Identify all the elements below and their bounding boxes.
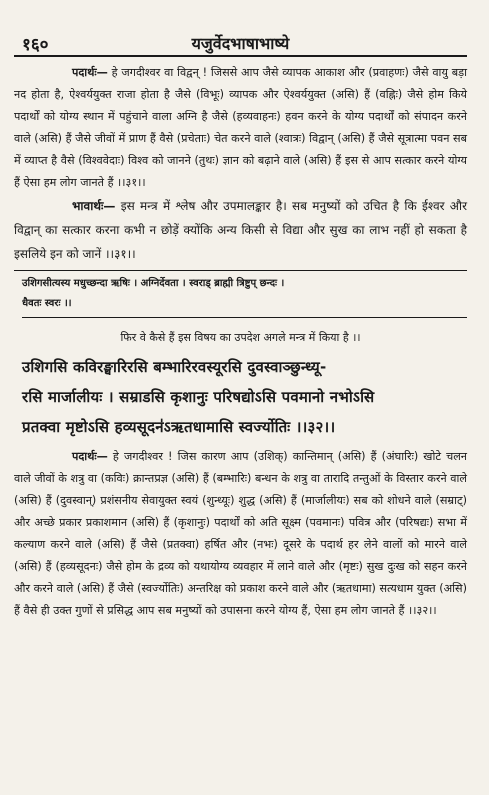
bhavartha-paragraph	[14, 194, 467, 266]
padartha-text: हे जगदीश्वर ! जिस कारण आप (उशिक्) कान्तिमान् (असि) हैं (अंघारिः) खोटे चलन वाले जीवों के शत्रु वा (कविः) क्रान्तप्रज्ञ (असि) हैं (बम्भारिः) बन्धन के शत्रु वा तारादि तन्तुओं के विस्तार करने वाले (असि) हैं (दुवस्वान्) प्रशंसनीय सेवायुक्त स्वयं (शुन्ध्यूः) शुद्ध (असि) हैं (मार्जालीयः) सब को शोधने वाले (सम्राट्) और अच्छे प्रकार प्रकाशमान (असि) हैं (कृशानुः) पदार्थों को अति सूक्ष्म (पवमानः) पवित्र और (परिषद्यः) सभा में कल्याण करने वाले (असि) हैं जैसे (प्रतक्वा) हर्षित और (नभः) दूसरे के पदार्थ हर लेने वालों को मारने वाले (असि) हैं (हव्यसूदनः) जैसे होम के द्रव्य को यथायोग्य व्यवहार में लाने वाले और (मृष्टः) सुख दुःख को सहन करने और करने वाले (असि) हैं जैसे (स्वर्ज्योतिः) अन्तरिक्ष को प्रकाश करने वाले और (ऋतधामा) सत्यधाम युक्त (असि) हैं वैसे ही उक्त गुणों से प्रसिद्ध आप सब मनुष्यों को उपासना करने योग्य हैं, ऐसा हम लोग जानते हैं ।।३२।।	[14, 450, 467, 617]
metadata-rule	[14, 270, 467, 271]
mantra-line-1: उशिगसि कविरङ्घारिरसि बम्भारिरवस्यूरसि दुवस्वाञ्छुन्ध्यू-	[22, 358, 327, 376]
page-number: १६०	[22, 35, 49, 55]
bhavartha-text: इस मन्त्र में श्लेष और उपमालङ्कार है। सब मनुष्यों को उचित है कि ईश्वर और विद्वान् का सत्कार करना कभी न छोड़ें क्योंकि अन्य किसी से विद्या और सुख का लाभ नहीं हो सकता है इसलिये इन को जानें ।।३१।।	[14, 199, 467, 261]
padartha-label: पदार्थः—	[72, 66, 108, 79]
padartha-paragraph-31	[14, 62, 467, 194]
padartha-label: पदार्थः—	[72, 450, 108, 463]
header-rule	[14, 55, 467, 57]
bhavartha-label: भावार्थः—	[72, 199, 116, 213]
running-head: यजुर्वेदभाषाभाष्ये	[191, 34, 290, 53]
mantra-line-3: प्रतक्वा मृष्टोऽसि हव्यसूदन॑ऽऋतधामासि स्वर्ज्योतिः ।।३२।।	[22, 418, 336, 436]
padartha-paragraph-32	[14, 446, 467, 622]
padartha-text: हे जगदीश्वर वा विद्वन् ! जिससे आप जैसे व्यापक आकाश और (प्रवाहणः) जैसे वायु बड़ा नद होता है, ऐश्वर्ययुक्त राजा होता है जैसे (विभूः) व्यापक और ऐश्वर्ययुक्त (असि) हैं (वह्निः) जैसे होम किये पदार्थों को योग्य स्थान में पहुंचाने वाला अग्नि है जैसे (हव्यवाहनः) हवन करने के योग्य पदार्थों को संपादन करने वाले (असि) हैं जैसे जीवों में प्राण हैं वैसे (प्रचेताः) चेत करने वाले (श्वात्रः) विद्वान् (असि) हैं जैसे सूत्रात्मा पवन सब में व्याप्त है वैसे (विश्ववेदाः) विश्व को जानने (तुथः) ज्ञान को बढ़ाने वाले (असि) हैं इस से आप सत्कार करने योग्य हैं ऐसा हम लोग जानते हैं ।।३१।।	[14, 66, 468, 189]
page-header	[14, 30, 467, 56]
mantra-metadata-line1: उशिगसीत्यस्य मधुच्छन्दा ऋषिः । अग्निर्देवता । स्वराड् ब्राह्मी त्रिष्टुप् छन्दः ।	[22, 278, 285, 289]
mantra-intro: फिर वे कैसे हैं इस विषय का उपदेश अगले मन्त्र में किया है ।।	[120, 331, 361, 344]
mantra-metadata-line2: धैवतः स्वरः ।।	[22, 294, 467, 318]
page-body	[14, 62, 467, 622]
mantra-line-2: रसि मार्जालीयः । सम्राडसि कृशानुः परिषद्योऽसि पवमानो नभोऽसि	[22, 388, 375, 406]
